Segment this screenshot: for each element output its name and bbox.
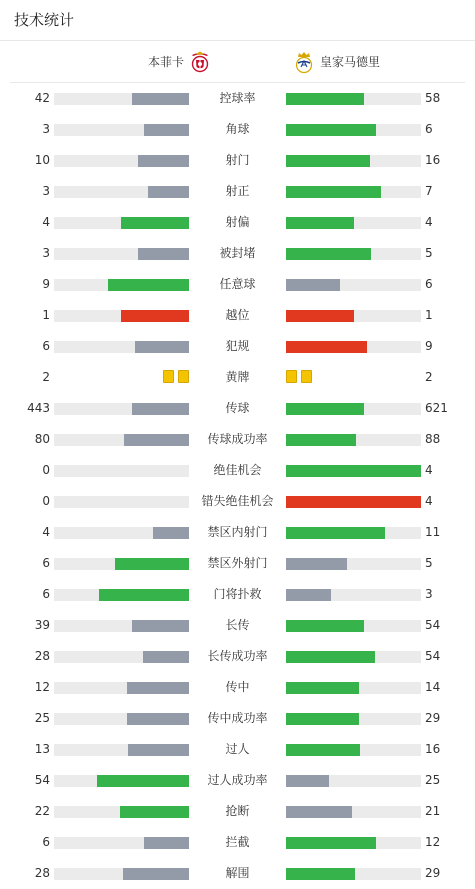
away-bar-fill [286,837,376,849]
home-bar-track [54,279,189,291]
stat-label: 角球 [225,122,250,136]
home-value: 6 [42,835,50,849]
home-bar-track [54,868,189,880]
stat-label: 传中成功率 [207,711,268,725]
home-bar-fill [132,93,189,105]
home-bar-fill [127,713,189,725]
yellow-card-icon [178,370,189,383]
home-bar-track [54,310,189,322]
stat-label: 抢断 [225,804,250,818]
home-yellow-cards [54,370,189,384]
away-team-name: 皇家马德里 [320,55,381,69]
away-value: 9 [425,339,433,353]
away-bar-track [286,837,421,849]
home-bar-fill [108,279,189,291]
away-bar-track [286,124,421,136]
stat-row [0,548,475,579]
stat-row [0,858,475,889]
home-bar-fill [120,806,189,818]
away-value: 5 [425,246,433,260]
home-bar-track [54,93,189,105]
home-bar-fill [138,248,189,260]
away-value: 4 [425,494,433,508]
stat-row [0,393,475,424]
away-value: 58 [425,91,441,105]
away-bar-track [286,186,421,198]
away-bar-track [286,341,421,353]
away-value: 54 [425,649,441,663]
home-bar-fill [121,217,189,229]
stat-label: 绝佳机会 [213,463,262,477]
home-team[interactable] [148,41,212,82]
home-bar-track [54,806,189,818]
stat-label: 禁区内射门 [207,525,268,539]
yellow-card-icon [286,370,297,383]
away-bar-fill [286,651,375,663]
away-bar-fill [286,434,356,446]
stat-row [0,734,475,765]
home-bar-fill [132,620,189,632]
home-bar-track [54,682,189,694]
home-value: 42 [34,91,50,105]
yellow-card-icon [301,370,312,383]
away-value: 21 [425,804,441,818]
away-value: 1 [425,308,433,322]
home-value: 3 [42,184,50,198]
away-bar-fill [286,558,347,570]
home-value: 2 [42,370,50,384]
away-bar-fill [286,465,421,477]
away-bar-track [286,155,421,167]
home-value: 54 [34,773,50,787]
away-value: 16 [425,153,441,167]
away-bar-fill [286,775,329,787]
stat-row [0,269,475,300]
away-bar-fill [286,217,354,229]
home-value: 4 [42,215,50,229]
away-value: 29 [425,711,441,725]
home-bar-fill [138,155,189,167]
stat-row [0,796,475,827]
home-bar-track [54,341,189,353]
away-value: 16 [425,742,441,756]
home-bar-fill [143,651,189,663]
stat-label: 长传 [225,618,250,632]
stat-label: 长传成功率 [207,649,268,663]
away-value: 7 [425,184,433,198]
home-bar-fill [144,837,189,849]
stat-label: 过人 [225,742,250,756]
stat-row [0,424,475,455]
home-value: 1 [42,308,50,322]
stat-row [0,362,475,393]
away-bar-track [286,558,421,570]
home-value: 3 [42,122,50,136]
home-bar-track [54,403,189,415]
away-bar-fill [286,279,340,291]
stat-label: 传球 [225,401,250,415]
home-bar-fill [135,341,189,353]
away-value: 29 [425,866,441,880]
stats-list [0,83,475,889]
home-bar-track [54,124,189,136]
away-bar-track [286,651,421,663]
away-value: 25 [425,773,441,787]
home-bar-fill [124,434,189,446]
away-value: 11 [425,525,441,539]
home-value: 25 [34,711,50,725]
stat-label: 越位 [225,308,250,322]
stat-row [0,238,475,269]
away-bar-track [286,496,421,508]
home-value: 80 [34,432,50,446]
stat-row [0,331,475,362]
home-bar-track [54,589,189,601]
stat-label: 犯规 [225,339,250,353]
stat-label: 射偏 [225,215,250,229]
away-bar-track [286,248,421,260]
home-bar-track [54,248,189,260]
stat-label: 传球成功率 [207,432,268,446]
away-bar-track [286,775,421,787]
stat-row [0,827,475,858]
home-bar-fill [128,744,189,756]
home-bar-track [54,744,189,756]
stat-label: 拦截 [225,835,250,849]
stat-row [0,455,475,486]
home-bar-track [54,496,189,508]
home-bar-track [54,217,189,229]
away-bar-track [286,465,421,477]
away-bar-fill [286,744,360,756]
away-bar-track [286,744,421,756]
home-value: 4 [42,525,50,539]
stat-row [0,114,475,145]
stat-row [0,672,475,703]
benfica-crest-icon [188,50,212,74]
away-bar-fill [286,403,364,415]
away-value: 4 [425,215,433,229]
away-bar-fill [286,155,370,167]
away-bar-fill [286,310,354,322]
away-bar-track [286,620,421,632]
home-value: 0 [42,463,50,477]
away-bar-fill [286,620,364,632]
away-bar-fill [286,124,376,136]
away-bar-fill [286,527,385,539]
home-bar-track [54,186,189,198]
away-value: 3 [425,587,433,601]
home-value: 6 [42,339,50,353]
stat-label: 被封堵 [219,246,256,260]
home-team-name: 本菲卡 [147,55,184,69]
away-bar-track [286,806,421,818]
stat-row [0,207,475,238]
stat-label: 黄牌 [225,370,250,384]
stat-row [0,641,475,672]
home-value: 28 [34,649,50,663]
away-value: 6 [425,277,433,291]
home-bar-fill [153,527,189,539]
away-bar-track [286,868,421,880]
home-value: 6 [42,556,50,570]
away-bar-track [286,589,421,601]
stat-row [0,145,475,176]
stat-label: 射正 [225,184,250,198]
home-value: 3 [42,246,50,260]
home-value: 22 [34,804,50,818]
home-value: 39 [34,618,50,632]
stat-row [0,83,475,114]
away-bar-track [286,403,421,415]
home-bar-fill [99,589,189,601]
away-bar-fill [286,868,355,880]
home-bar-track [54,155,189,167]
home-bar-fill [148,186,189,198]
away-bar-track [286,93,421,105]
home-bar-track [54,527,189,539]
stat-row [0,703,475,734]
home-value: 9 [42,277,50,291]
yellow-card-icon [163,370,174,383]
stat-label: 禁区外射门 [207,556,268,570]
team-header [10,41,465,83]
away-bar-fill [286,682,359,694]
away-bar-fill [286,496,421,508]
away-value: 5 [425,556,433,570]
stat-row [0,765,475,796]
home-value: 6 [42,587,50,601]
home-bar-fill [127,682,189,694]
away-bar-fill [286,713,359,725]
stat-label: 控球率 [219,91,256,105]
home-bar-track [54,465,189,477]
away-bar-track [286,682,421,694]
home-value: 13 [34,742,50,756]
away-value: 4 [425,463,433,477]
away-bar-track [286,713,421,725]
away-bar-fill [286,186,381,198]
home-bar-fill [144,124,189,136]
home-bar-track [54,775,189,787]
stat-label: 传中 [225,680,250,694]
home-value: 10 [34,153,50,167]
away-value: 12 [425,835,441,849]
home-bar-track [54,651,189,663]
away-value: 54 [425,618,441,632]
stat-row [0,579,475,610]
stat-row [0,176,475,207]
home-value: 0 [42,494,50,508]
stat-label: 门将扑救 [213,587,262,601]
page-title: 技术统计 [0,0,475,41]
away-value: 2 [425,370,433,384]
away-bar-fill [286,248,371,260]
stat-label: 解围 [225,866,250,880]
stat-label: 射门 [225,153,250,167]
home-bar-track [54,713,189,725]
home-bar-fill [132,403,189,415]
stat-row [0,486,475,517]
home-value: 12 [34,680,50,694]
home-bar-fill [123,868,189,880]
away-value: 6 [425,122,433,136]
away-bar-track [286,310,421,322]
stat-row [0,517,475,548]
away-bar-track [286,217,421,229]
home-bar-fill [97,775,189,787]
away-bar-fill [286,93,364,105]
stat-label: 错失绝佳机会 [201,494,274,508]
stat-label: 过人成功率 [207,773,268,787]
real-madrid-crest-icon [292,50,316,74]
home-bar-track [54,434,189,446]
home-bar-track [54,558,189,570]
stat-label: 任意球 [219,277,256,291]
stat-row [0,610,475,641]
away-bar-track [286,434,421,446]
away-value: 621 [425,401,448,415]
home-bar-track [54,837,189,849]
away-bar-track [286,279,421,291]
home-bar-fill [121,310,189,322]
home-value: 443 [27,401,50,415]
stat-row [0,300,475,331]
away-bar-fill [286,589,331,601]
away-bar-track [286,527,421,539]
away-value: 88 [425,432,441,446]
home-value: 28 [34,866,50,880]
away-team[interactable] [292,41,380,82]
away-bar-fill [286,341,367,353]
home-bar-fill [115,558,189,570]
away-yellow-cards [286,370,421,384]
home-bar-track [54,620,189,632]
away-value: 14 [425,680,441,694]
away-bar-fill [286,806,352,818]
